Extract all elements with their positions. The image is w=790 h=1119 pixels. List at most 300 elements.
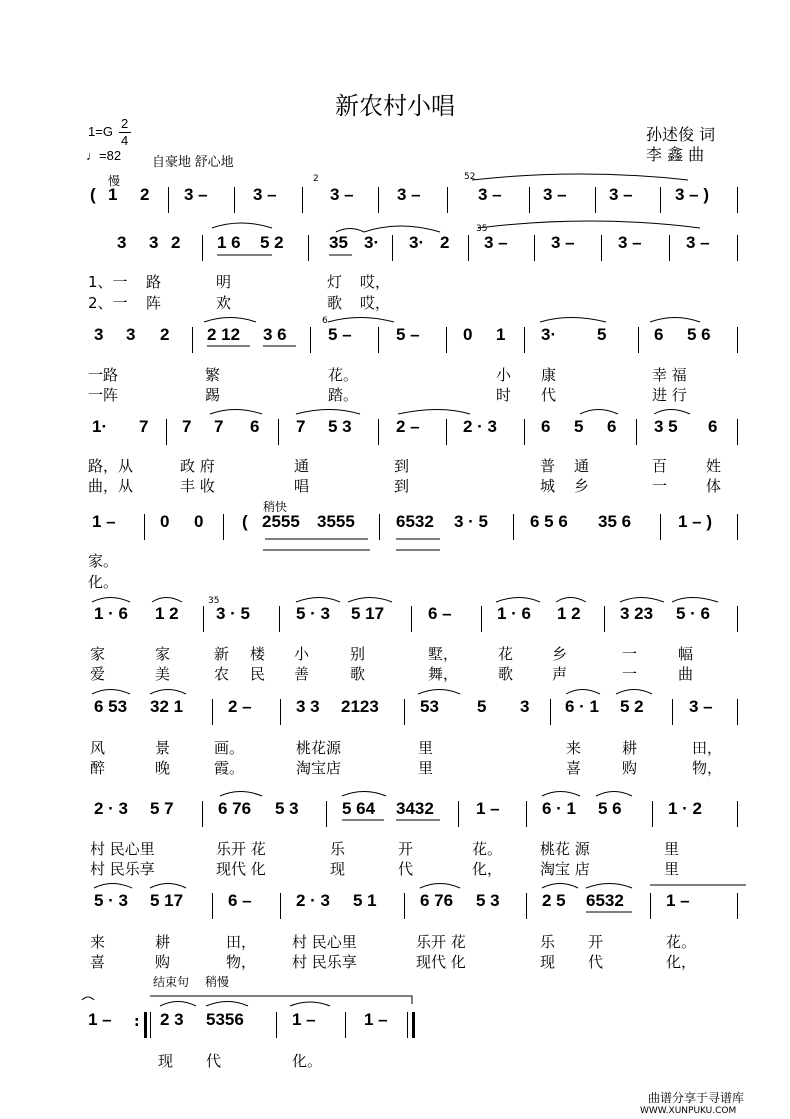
note: 2 · 3 <box>296 891 331 910</box>
lyric: 桃花 源 <box>540 840 590 858</box>
lyric: 化， <box>472 860 503 878</box>
lyric: 爱 <box>90 665 106 683</box>
lyric: 乐 <box>540 933 556 951</box>
barline <box>379 514 380 540</box>
lyric: 来 <box>566 739 582 757</box>
note: 7 <box>182 417 192 436</box>
page-title: 新农村小唱 <box>335 92 455 120</box>
lyric: 一 <box>622 665 638 683</box>
time-signature-top: 2 <box>121 116 129 131</box>
score-row <box>0 185 790 215</box>
note: 6 <box>607 417 617 436</box>
barline <box>604 606 605 632</box>
barline <box>279 606 280 632</box>
note: 2 5 <box>542 891 566 910</box>
note: 3 – <box>618 233 642 252</box>
barline <box>404 893 405 919</box>
lyric: 乐 <box>330 840 346 858</box>
lyric: 墅， <box>428 645 459 663</box>
note: 6 76 <box>218 799 252 818</box>
note: 2 <box>160 325 170 344</box>
note: 3 – <box>330 185 354 204</box>
note: 35 6 <box>598 512 632 531</box>
lyric: 花。 <box>666 933 697 951</box>
note: 3 · 5 <box>454 512 489 531</box>
note: 6 – <box>228 891 252 910</box>
note: 0 <box>463 325 473 344</box>
note: 5 17 <box>150 891 184 910</box>
lyric: 踢 <box>205 386 221 404</box>
barline <box>650 893 651 919</box>
score-row <box>0 325 790 355</box>
lyric: 一阵 <box>88 386 119 404</box>
lyric: 里 <box>418 739 434 757</box>
barline <box>446 327 447 353</box>
barline <box>660 514 661 540</box>
note: 2 · 3 <box>94 799 129 818</box>
note: 3 – ) <box>675 185 710 204</box>
note: 7 <box>214 417 224 436</box>
note: 1 · 6 <box>94 604 129 623</box>
score-row <box>0 417 790 447</box>
lyric: 村 民乐享 <box>90 860 155 878</box>
barline <box>595 187 596 213</box>
lyric: 曲，从 <box>88 477 134 495</box>
note: 3 23 <box>620 604 654 623</box>
barline <box>652 801 653 827</box>
lyric: 欢 <box>216 294 232 312</box>
note: 2 <box>440 233 450 252</box>
composer-credit: 李 鑫 曲 <box>646 145 705 164</box>
lyric: 里 <box>418 759 434 777</box>
lyric: 里 <box>664 860 680 878</box>
ending-phrase-mark: 结束句 <box>153 975 190 989</box>
note: 2 <box>171 233 181 252</box>
lyric: 化， <box>666 953 697 971</box>
lyric: 家。 <box>88 552 119 570</box>
note: 3 – <box>397 185 421 204</box>
note: 1 6 <box>217 233 241 252</box>
tempo-slow-mark: 慢 <box>108 174 121 188</box>
barline <box>458 801 459 827</box>
lyric: 一 <box>622 645 638 663</box>
lyric: 代 <box>541 386 557 404</box>
lyric: 一路 <box>88 366 119 384</box>
note: 3 <box>117 233 127 252</box>
note: 2555 <box>262 512 300 531</box>
lyric: 丰 收 <box>180 477 215 495</box>
lyric: 农 <box>214 665 230 683</box>
note: 5 <box>477 697 487 716</box>
final-barline <box>412 1012 415 1038</box>
note: 3 · 5 <box>216 604 251 623</box>
note: 2 · 3 <box>463 417 498 436</box>
lyric: 村 民心里 <box>292 933 357 951</box>
barline <box>302 187 303 213</box>
note: 3 – <box>609 185 633 204</box>
note: 5 3 <box>476 891 500 910</box>
score-row <box>0 891 790 921</box>
lyric: 田， <box>692 739 723 757</box>
note: 5 – <box>328 325 352 344</box>
lyric: 哎， <box>360 273 391 291</box>
lyric: 普 <box>540 457 556 475</box>
footer-url[interactable]: WWW.XUNPUKU.COM <box>640 1106 737 1116</box>
lyric: 田， <box>226 933 257 951</box>
lyric: 景 <box>155 739 171 757</box>
note: 3 – <box>253 185 277 204</box>
note: 5 · 3 <box>94 891 129 910</box>
lyric: 开 <box>588 933 604 951</box>
barline <box>150 1012 151 1038</box>
tempo-slower-mark: 稍慢 <box>205 975 230 989</box>
lyric: 2、一 <box>88 294 128 312</box>
barline <box>378 327 379 353</box>
note: 1 2 <box>557 604 581 623</box>
note: 1 <box>108 185 118 204</box>
note: 3 – <box>478 185 502 204</box>
tempo-faster-mark: 稍快 <box>263 500 288 514</box>
lyric: 醉 <box>90 759 106 777</box>
note: 1 – <box>92 512 116 531</box>
key-signature: 1=G <box>88 124 113 139</box>
lyric: 美 <box>155 665 171 683</box>
lyric: 购 <box>622 759 638 777</box>
lyric: 乡 <box>552 645 568 663</box>
barline <box>280 893 281 919</box>
barline <box>737 514 738 540</box>
lyric: 通 <box>574 457 590 475</box>
lyric: 耕 <box>155 933 171 951</box>
lyric: 灯 <box>327 273 343 291</box>
lyric: 民 <box>250 665 266 683</box>
lyric: 家 <box>155 645 171 663</box>
lyric: 开 <box>398 840 414 858</box>
lyric: 现代 化 <box>216 860 266 878</box>
note: 5 6 <box>598 799 622 818</box>
barline <box>737 893 738 919</box>
expression-marking: 自豪地 舒心地 <box>152 154 234 169</box>
barline <box>601 235 602 261</box>
barline <box>672 699 673 725</box>
lyric: 霞。 <box>214 759 245 777</box>
lyric: 幸 福 <box>652 366 687 384</box>
note: 5 · 6 <box>676 604 711 623</box>
score-row <box>0 233 790 263</box>
barline <box>404 699 405 725</box>
barline <box>513 514 514 540</box>
lyric: 歌 <box>350 665 366 683</box>
barline <box>212 893 213 919</box>
note: 2123 <box>341 697 379 716</box>
barline <box>737 801 738 827</box>
note: 6 <box>708 417 718 436</box>
note: ( <box>90 185 96 204</box>
note: 3 <box>126 325 136 344</box>
barline <box>660 187 661 213</box>
note: 5 2 <box>260 233 284 252</box>
lyric: 化。 <box>292 1052 323 1070</box>
barline <box>526 801 527 827</box>
barline <box>636 419 637 445</box>
grace-note: 2 <box>313 174 319 184</box>
barline <box>144 514 145 540</box>
note: 3 <box>149 233 159 252</box>
barline <box>192 327 193 353</box>
note: 32 1 <box>150 697 184 716</box>
note: 3 – <box>551 233 575 252</box>
note: 5 – <box>396 325 420 344</box>
barline <box>737 187 738 213</box>
lyric: 购 <box>155 953 171 971</box>
lyric: 花。 <box>328 366 359 384</box>
note: 5 1 <box>353 891 377 910</box>
barline <box>407 1012 408 1038</box>
lyric: 舞， <box>428 665 459 683</box>
note: 3 – <box>184 185 208 204</box>
lyric: 阵 <box>146 294 162 312</box>
lyric: 新 <box>214 645 230 663</box>
lyric: 哎， <box>360 294 391 312</box>
note: 5 2 <box>620 697 644 716</box>
note: 2 12 <box>207 325 241 344</box>
note: 5 3 <box>275 799 299 818</box>
grace-note: 6 <box>322 316 328 326</box>
barline <box>378 419 379 445</box>
lyric: 耕 <box>622 739 638 757</box>
note: 6 – <box>428 604 452 623</box>
note: 5 3 <box>328 417 352 436</box>
note: 7 <box>296 417 306 436</box>
lyric: 楼 <box>250 645 266 663</box>
lyric: 来 <box>90 933 106 951</box>
note: 5 7 <box>150 799 174 818</box>
barline <box>669 235 670 261</box>
repeat-dots: : <box>134 1014 140 1030</box>
note: 35 <box>329 233 348 252</box>
note: 5 64 <box>342 799 376 818</box>
note: 5 <box>597 325 607 344</box>
note: 5 · 3 <box>296 604 331 623</box>
barline <box>203 606 204 632</box>
lyric: 代 <box>206 1052 222 1070</box>
lyric: 别 <box>350 645 366 663</box>
lyric: 现 <box>158 1052 174 1070</box>
barline <box>202 235 203 261</box>
score-row <box>0 512 790 542</box>
barline <box>534 235 535 261</box>
barline <box>212 699 213 725</box>
note: 1 – ) <box>678 512 713 531</box>
note: 6 <box>250 417 260 436</box>
note: 3 – <box>543 185 567 204</box>
note: 1 – <box>666 891 690 910</box>
lyric: 村 民心里 <box>90 840 155 858</box>
barline <box>234 187 235 213</box>
lyric: 小 <box>496 366 512 384</box>
note: 6532 <box>586 891 624 910</box>
note: 0 <box>194 512 204 531</box>
lyric: 1、一 <box>88 273 128 291</box>
lyric: 里 <box>664 840 680 858</box>
lyric: 进 行 <box>652 386 687 404</box>
note: 6 <box>654 325 664 344</box>
lyric: 淘宝店 <box>296 759 342 777</box>
lyric: 繁 <box>205 366 221 384</box>
lyric: 乐开 花 <box>216 840 266 858</box>
lyric: 淘宝 店 <box>540 860 590 878</box>
lyric: 喜 <box>90 953 106 971</box>
note: 1 · 2 <box>668 799 703 818</box>
barline <box>310 327 311 353</box>
barline <box>345 1012 346 1038</box>
lyric: 家 <box>90 645 106 663</box>
note: 6532 <box>396 512 434 531</box>
score-row <box>0 799 790 829</box>
lyric: 姓 <box>706 457 722 475</box>
lyric: 乐开 花 <box>416 933 466 951</box>
lyric: 代 <box>588 953 604 971</box>
lyric: 幅 <box>678 645 694 663</box>
note: 3 – <box>689 697 713 716</box>
note: 1 · 6 <box>497 604 532 623</box>
note: 3 <box>520 697 530 716</box>
barline <box>308 235 309 261</box>
barline <box>326 801 327 827</box>
lyric: 康 <box>541 366 557 384</box>
note: 1 – <box>476 799 500 818</box>
lyricist-credit: 孙述俊 词 <box>646 125 716 144</box>
barline <box>737 699 738 725</box>
lyric: 一 <box>652 477 668 495</box>
note: 6 76 <box>420 891 454 910</box>
lyric: 路 <box>146 273 162 291</box>
barline <box>550 699 551 725</box>
lyric: 时 <box>496 386 512 404</box>
note: 6 · 1 <box>542 799 577 818</box>
lyric: 踏。 <box>328 386 359 404</box>
lyric: 现代 化 <box>416 953 466 971</box>
note: 6 53 <box>94 697 128 716</box>
lyric: 物， <box>226 953 257 971</box>
note: 5 <box>574 417 584 436</box>
lyric: 化。 <box>88 573 119 591</box>
note: 1 <box>496 325 506 344</box>
lyric: 风 <box>90 739 106 757</box>
barline <box>447 187 448 213</box>
barline <box>411 606 412 632</box>
note: 1 2 <box>155 604 179 623</box>
score-row <box>0 1010 790 1040</box>
lyric: 路，从 <box>88 457 134 475</box>
grace-note: 35 <box>476 224 488 234</box>
barline <box>638 327 639 353</box>
barline <box>378 187 379 213</box>
note: 6 5 6 <box>530 512 568 531</box>
lyric: 晚 <box>155 759 171 777</box>
barline <box>168 187 169 213</box>
lyric: 花。 <box>472 840 503 858</box>
score-row <box>0 697 790 727</box>
note: 3432 <box>396 799 434 818</box>
lyric: 村 民乐享 <box>292 953 357 971</box>
note: 2 3 <box>160 1010 184 1029</box>
note: 2 <box>140 185 150 204</box>
lyric: 百 <box>652 457 668 475</box>
note: 6 <box>541 417 551 436</box>
barline <box>166 419 167 445</box>
note: 3 6 <box>263 325 287 344</box>
barline <box>524 327 525 353</box>
lyric: 画。 <box>214 739 245 757</box>
grace-note: 35 <box>208 596 220 606</box>
note: 1 – <box>88 1010 112 1029</box>
barline <box>529 187 530 213</box>
note: 1· <box>92 417 108 436</box>
barline <box>468 235 469 261</box>
barline <box>280 699 281 725</box>
note: 2 – <box>396 417 420 436</box>
lyric: 花 <box>498 645 514 663</box>
note: 7 <box>139 417 149 436</box>
lyric: 明 <box>216 273 232 291</box>
barline <box>737 235 738 261</box>
barline <box>392 235 393 261</box>
lyric: 体 <box>706 477 722 495</box>
double-barline <box>144 1012 147 1038</box>
note: 3 <box>94 325 104 344</box>
lyric: 物， <box>692 759 723 777</box>
note: 3 3 <box>296 697 320 716</box>
barline <box>526 893 527 919</box>
lyric: 喜 <box>566 759 582 777</box>
tempo-marking: ♩=82 <box>86 148 122 163</box>
note: 3· <box>364 233 380 252</box>
barline <box>737 419 738 445</box>
note: 3· <box>541 325 557 344</box>
barline <box>446 419 447 445</box>
lyric: 政 府 <box>180 457 215 475</box>
lyric: 到 <box>394 477 410 495</box>
lyric: 声 <box>552 665 568 683</box>
lyric: 到 <box>394 457 410 475</box>
note: 53 <box>420 697 439 716</box>
note: ( <box>242 512 248 531</box>
lyric: 歌 <box>498 665 514 683</box>
lyric: 唱 <box>294 477 310 495</box>
note: 5 6 <box>687 325 711 344</box>
lyric: 现 <box>330 860 346 878</box>
barline <box>276 1012 277 1038</box>
barline <box>223 514 224 540</box>
grace-note: 52 <box>464 172 476 182</box>
note: 3555 <box>317 512 355 531</box>
lyric: 乡 <box>574 477 590 495</box>
lyric: 现 <box>540 953 556 971</box>
note: 3 5 <box>654 417 678 436</box>
note: 3 – <box>686 233 710 252</box>
barline <box>524 419 525 445</box>
note: 1 – <box>292 1010 316 1029</box>
lyric: 通 <box>294 457 310 475</box>
note: 1 – <box>364 1010 388 1029</box>
time-signature-bottom: 4 <box>121 133 129 148</box>
note: 2 – <box>228 697 252 716</box>
lyric: 小 <box>294 645 310 663</box>
lyric: 代 <box>398 860 414 878</box>
note: 6 · 1 <box>565 697 600 716</box>
lyric: 歌 <box>327 294 343 312</box>
